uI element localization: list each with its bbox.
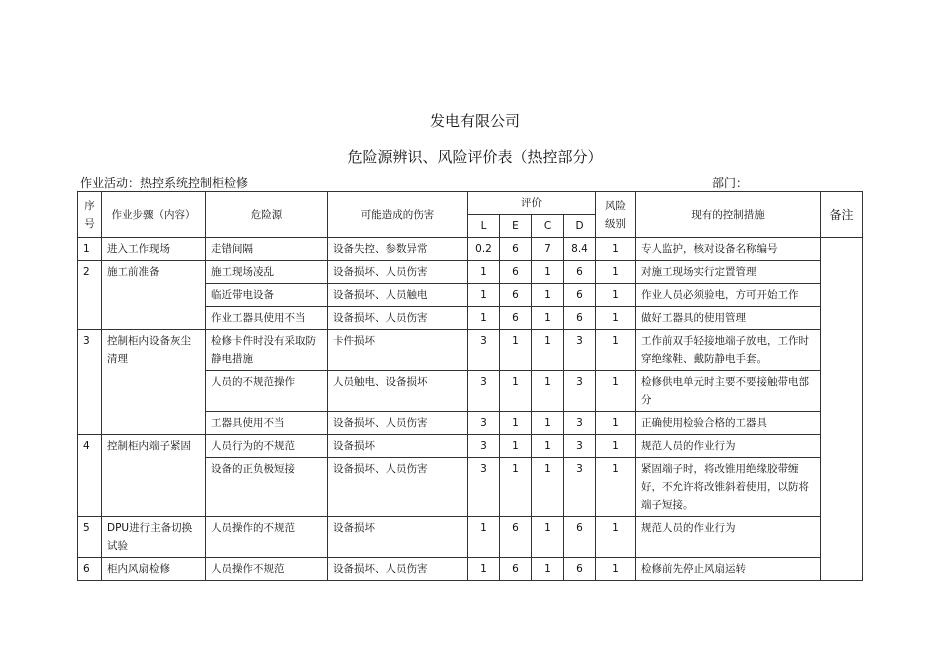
value-D: 6 bbox=[564, 284, 596, 307]
header-control-measures: 现有的控制措施 bbox=[636, 192, 821, 238]
value-C: 1 bbox=[532, 558, 564, 581]
row-number: 3 bbox=[78, 330, 102, 435]
value-L: 1 bbox=[468, 558, 500, 581]
header-step: 作业步骤（内容） bbox=[102, 192, 206, 238]
row-number: 1 bbox=[78, 238, 102, 261]
harm-cell: 设备损坏、人员伤害 bbox=[328, 458, 468, 517]
header-L: L bbox=[468, 215, 500, 238]
value-L: 3 bbox=[468, 412, 500, 435]
control-measure: 规范人员的作业行为 bbox=[636, 435, 821, 458]
hazard-cell: 作业工器具使用不当 bbox=[206, 307, 328, 330]
hazard-cell: 临近带电设备 bbox=[206, 284, 328, 307]
value-C: 1 bbox=[532, 284, 564, 307]
value-E: 6 bbox=[500, 517, 532, 558]
value-L: 0.2 bbox=[468, 238, 500, 261]
value-L: 3 bbox=[468, 371, 500, 412]
risk-level: 1 bbox=[596, 284, 636, 307]
control-measure: 检修供电单元时主要不要接触带电部分 bbox=[636, 371, 821, 412]
value-C: 7 bbox=[532, 238, 564, 261]
header-E: E bbox=[500, 215, 532, 238]
value-L: 3 bbox=[468, 330, 500, 371]
risk-level: 1 bbox=[596, 458, 636, 517]
document-title: 危险源辨识、风险评价表（热控部分） bbox=[347, 148, 603, 166]
header-evaluation: 评价 bbox=[468, 192, 596, 215]
harm-cell: 设备损坏、人员伤害 bbox=[328, 558, 468, 581]
value-D: 3 bbox=[564, 371, 596, 412]
value-D: 6 bbox=[564, 261, 596, 284]
hazard-cell: 人员操作不规范 bbox=[206, 558, 328, 581]
header-hazard: 危险源 bbox=[206, 192, 328, 238]
value-E: 6 bbox=[500, 284, 532, 307]
harm-cell: 人员触电、设备损坏 bbox=[328, 371, 468, 412]
value-C: 1 bbox=[532, 517, 564, 558]
value-E: 6 bbox=[500, 558, 532, 581]
risk-level: 1 bbox=[596, 371, 636, 412]
value-D: 6 bbox=[564, 517, 596, 558]
remark-cell bbox=[821, 238, 863, 581]
risk-level: 1 bbox=[596, 517, 636, 558]
value-E: 6 bbox=[500, 307, 532, 330]
company-name: 发电有限公司 bbox=[429, 112, 520, 130]
value-L: 1 bbox=[468, 307, 500, 330]
risk-level: 1 bbox=[596, 558, 636, 581]
risk-level: 1 bbox=[596, 261, 636, 284]
control-measure: 对施工现场实行定置管理 bbox=[636, 261, 821, 284]
value-E: 6 bbox=[500, 261, 532, 284]
risk-level: 1 bbox=[596, 330, 636, 371]
header-risk-level: 风险级别 bbox=[596, 192, 636, 238]
value-C: 1 bbox=[532, 261, 564, 284]
value-L: 3 bbox=[468, 458, 500, 517]
control-measure: 做好工器具的使用管理 bbox=[636, 307, 821, 330]
value-L: 1 bbox=[468, 261, 500, 284]
row-number: 2 bbox=[78, 261, 102, 330]
control-measure: 专人监护，核对设备名称编号 bbox=[636, 238, 821, 261]
value-E: 1 bbox=[500, 330, 532, 371]
hazard-cell: 设备的正负极短接 bbox=[206, 458, 328, 517]
hazard-cell: 工器具使用不当 bbox=[206, 412, 328, 435]
value-C: 1 bbox=[532, 412, 564, 435]
control-measure: 紧固端子时，将改锥用绝缘胶带缠好，不允许将改锥斜着使用，以防将端子短接。 bbox=[636, 458, 821, 517]
risk-level: 1 bbox=[596, 435, 636, 458]
value-C: 1 bbox=[532, 307, 564, 330]
header-seq: 序号 bbox=[78, 192, 102, 238]
harm-cell: 设备损坏 bbox=[328, 435, 468, 458]
harm-cell: 卡件损坏 bbox=[328, 330, 468, 371]
value-E: 1 bbox=[500, 435, 532, 458]
department-label: 部门： bbox=[712, 176, 749, 190]
risk-level: 1 bbox=[596, 238, 636, 261]
value-D: 6 bbox=[564, 307, 596, 330]
table-row bbox=[78, 435, 863, 458]
value-D: 3 bbox=[564, 435, 596, 458]
row-number: 6 bbox=[78, 558, 102, 581]
header-C: C bbox=[532, 215, 564, 238]
harm-cell: 设备损坏、人员伤害 bbox=[328, 412, 468, 435]
control-measure: 工作前双手轻接地端子放电，工作时穿绝缘鞋、戴防静电手套。 bbox=[636, 330, 821, 371]
harm-cell: 设备损坏、人员伤害 bbox=[328, 307, 468, 330]
value-C: 1 bbox=[532, 371, 564, 412]
work-step: DPU进行主备切换试验 bbox=[102, 517, 206, 558]
value-C: 1 bbox=[532, 330, 564, 371]
value-L: 1 bbox=[468, 284, 500, 307]
value-C: 1 bbox=[532, 458, 564, 517]
value-L: 3 bbox=[468, 435, 500, 458]
value-L: 1 bbox=[468, 517, 500, 558]
value-D: 3 bbox=[564, 330, 596, 371]
work-activity: 作业活动：热控系统控制柜检修 bbox=[80, 176, 249, 190]
table-row bbox=[78, 238, 863, 261]
value-E: 6 bbox=[500, 238, 532, 261]
risk-table-body bbox=[78, 238, 863, 581]
work-step: 施工前准备 bbox=[102, 261, 206, 330]
control-measure: 规范人员的作业行为 bbox=[636, 517, 821, 558]
risk-assessment-table bbox=[77, 191, 863, 581]
value-D: 3 bbox=[564, 412, 596, 435]
row-number: 4 bbox=[78, 435, 102, 517]
hazard-cell: 走错间隔 bbox=[206, 238, 328, 261]
value-C: 1 bbox=[532, 435, 564, 458]
harm-cell: 设备损坏、人员伤害 bbox=[328, 261, 468, 284]
table-row bbox=[78, 330, 863, 371]
header-harm: 可能造成的伤害 bbox=[328, 192, 468, 238]
value-D: 8.4 bbox=[564, 238, 596, 261]
value-D: 6 bbox=[564, 558, 596, 581]
row-number: 5 bbox=[78, 517, 102, 558]
harm-cell: 设备损坏、人员触电 bbox=[328, 284, 468, 307]
work-step: 柜内风扇检修 bbox=[102, 558, 206, 581]
work-step: 进入工作现场 bbox=[102, 238, 206, 261]
harm-cell: 设备损坏 bbox=[328, 517, 468, 558]
value-D: 3 bbox=[564, 458, 596, 517]
value-E: 1 bbox=[500, 371, 532, 412]
header-remark: 备注 bbox=[821, 192, 863, 238]
risk-level: 1 bbox=[596, 307, 636, 330]
table-row bbox=[78, 517, 863, 558]
control-measure: 检修前先停止风扇运转 bbox=[636, 558, 821, 581]
hazard-cell: 人员行为的不规范 bbox=[206, 435, 328, 458]
table-row bbox=[78, 261, 863, 284]
table-row bbox=[78, 558, 863, 581]
hazard-cell: 施工现场凌乱 bbox=[206, 261, 328, 284]
value-E: 1 bbox=[500, 458, 532, 517]
work-step: 控制柜内设备灰尘清理 bbox=[102, 330, 206, 435]
control-measure: 正确使用检验合格的工器具 bbox=[636, 412, 821, 435]
header-D: D bbox=[564, 215, 596, 238]
value-E: 1 bbox=[500, 412, 532, 435]
hazard-cell: 人员的不规范操作 bbox=[206, 371, 328, 412]
harm-cell: 设备失控、参数异常 bbox=[328, 238, 468, 261]
risk-level: 1 bbox=[596, 412, 636, 435]
hazard-cell: 检修卡件时没有采取防静电措施 bbox=[206, 330, 328, 371]
work-step: 控制柜内端子紧固 bbox=[102, 435, 206, 517]
control-measure: 作业人员必须验电，方可开始工作 bbox=[636, 284, 821, 307]
hazard-cell: 人员操作的不规范 bbox=[206, 517, 328, 558]
